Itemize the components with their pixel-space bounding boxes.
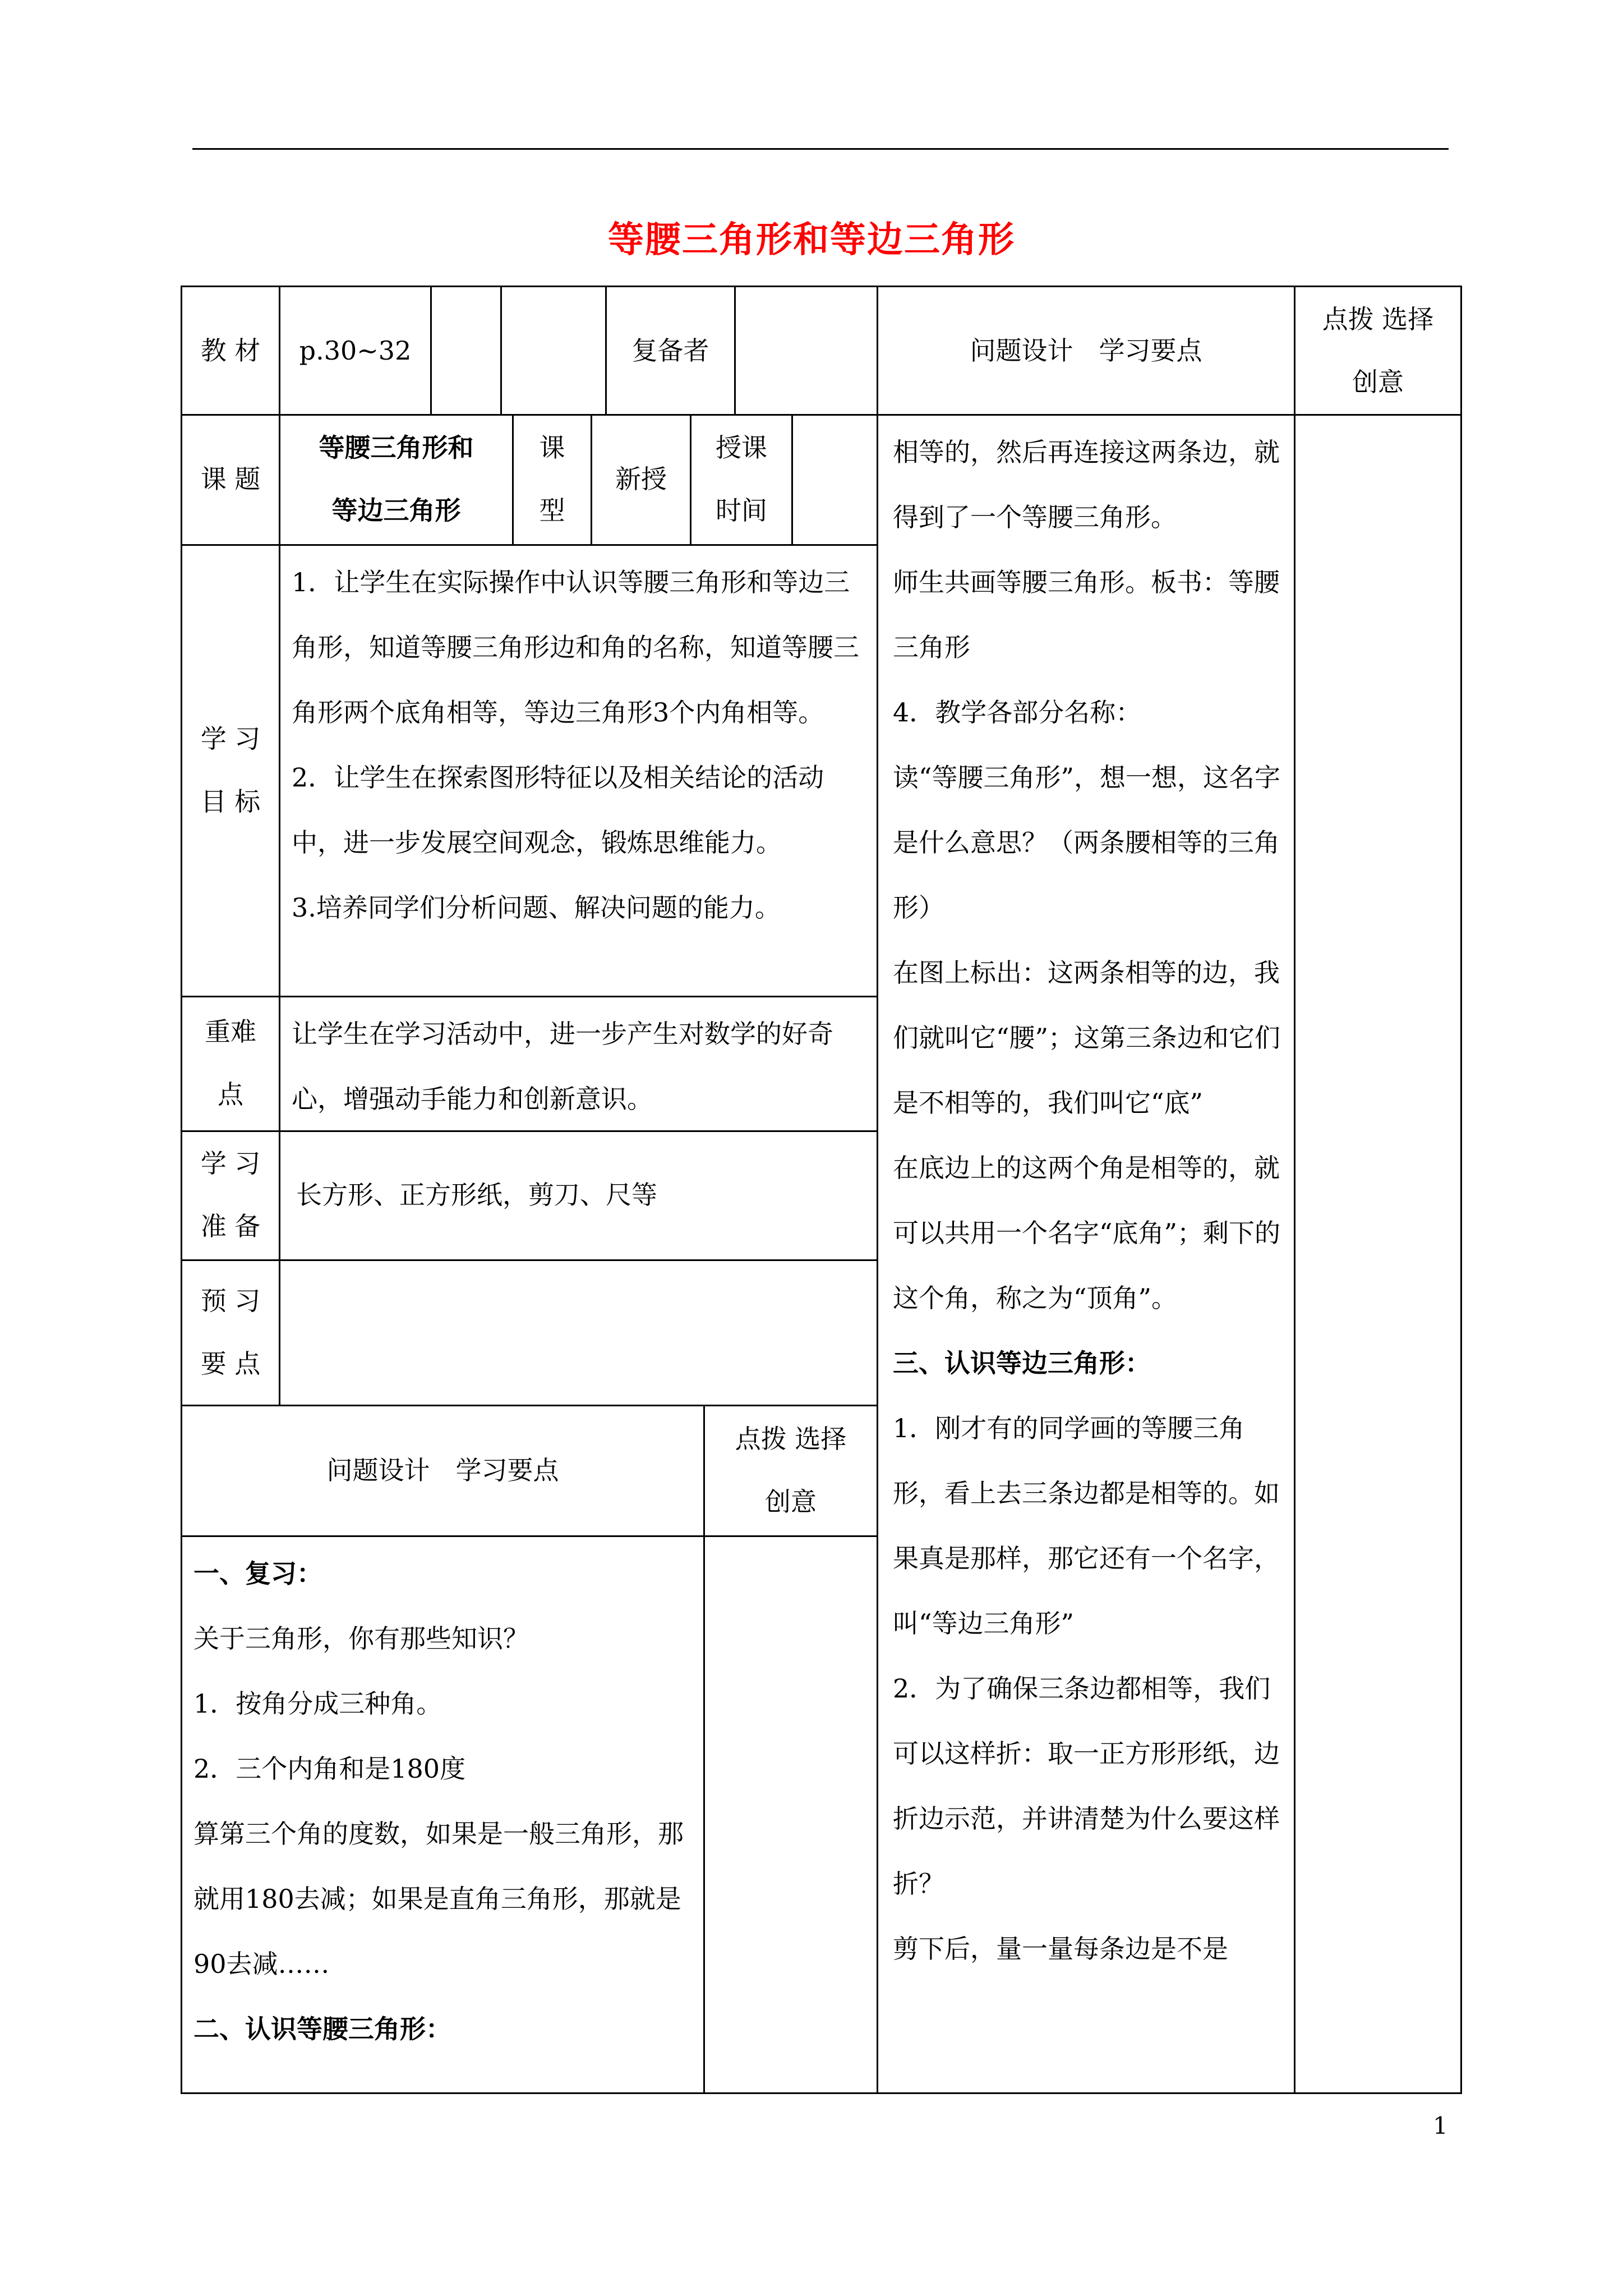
time-label-line-1: 授课 (716, 432, 767, 463)
preview-content-cell (279, 1259, 878, 1406)
reviewer-label-cell (605, 286, 736, 416)
material-label: 教 材 (200, 335, 261, 366)
lower-guidance-header-cell (703, 1405, 878, 1537)
key-points-text: 让学生在学习活动中，进一步产生对数学的好奇心，增强动手能力和创新意识。 (292, 1019, 833, 1114)
review-content-cell (181, 1535, 705, 2094)
right-content-cell (877, 414, 1295, 2094)
right-paragraph-3: 4．教学各部分名称： (893, 697, 1142, 728)
equilateral-heading: 三、认识等边三角形： (893, 1348, 1151, 1378)
guidance-header-cell (1294, 286, 1462, 416)
preparation-label-cell (181, 1130, 280, 1261)
key-points-label-line-1: 重难 (205, 1016, 256, 1047)
design-header: 问题设计 学习要点 (970, 335, 1202, 366)
review-heading: 一、复习： (193, 1558, 322, 1589)
blank-cell-1 (430, 286, 502, 416)
material-label-cell (181, 286, 280, 416)
time-label-cell (690, 414, 793, 546)
lower-design-header-cell (181, 1405, 705, 1537)
topic-value-line-1: 等腰三角形和 (319, 432, 474, 463)
time-value-cell (791, 414, 878, 546)
preview-label-line-1: 预 习 (200, 1285, 261, 1316)
isosceles-heading: 二、认识等腰三角形： (193, 2014, 451, 2044)
review-line-3: 2．三个内角和是180度 (193, 1754, 466, 1784)
objective-item-1: 1．让学生在实际操作中认识等腰三角形和等边三角形，知道等腰三角形边和角的名称，知道等腰三角形两个底角相等，等边三角形3个内角相等。 (292, 567, 859, 728)
topic-label-cell (181, 414, 280, 546)
preparation-label-line-2: 准 备 (200, 1211, 261, 1241)
topic-value-cell (279, 414, 514, 546)
review-line-1: 关于三角形，你有那些知识？ (193, 1623, 529, 1654)
right-guidance-cell (1294, 414, 1462, 2094)
topic-value-line-2: 等边三角形 (331, 495, 461, 526)
type-value: 新授 (615, 464, 667, 494)
lower-guidance-line-2: 创意 (765, 1486, 817, 1517)
right-paragraph-4: 读“等腰三角形”，想一想，这名字是什么意思？（两条腰相等的三角形） (893, 762, 1281, 923)
objectives-label-cell (181, 544, 280, 997)
review-guidance-cell (703, 1535, 878, 2094)
document-title: 等腰三角形和等边三角形 (608, 219, 1015, 261)
review-line-4: 算第三个角的度数，如果是一般三角形，那就用180去减；如果是直角三角形，那就是90去减…… (193, 1819, 684, 1979)
header-rule (192, 148, 1449, 150)
type-label-line-2: 型 (539, 495, 565, 526)
objective-item-2: 2．让学生在探索图形特征以及相关结论的活动中，进一步发展空间观念，锻炼思维能力。 (292, 762, 824, 858)
time-label-line-2: 时间 (716, 495, 767, 526)
blank-cell-2 (500, 286, 607, 416)
review-line-2: 1．按角分成三种角。 (193, 1688, 442, 1719)
objective-item-3: 3.培养同学们分析问题、解决问题的能力。 (292, 892, 781, 923)
design-header-cell (877, 286, 1295, 416)
right-paragraph-9: 剪下后，量一量每条边是不是 (893, 1934, 1228, 1964)
reviewer-label: 复备者 (631, 335, 709, 366)
lower-design-header: 问题设计 学习要点 (326, 1455, 559, 1485)
preview-label-line-2: 要 点 (200, 1348, 261, 1379)
right-paragraph-5: 在图上标出：这两条相等的边，我们就叫它“腰”；这第三条边和它们是不相等的，我们叫它“底” (893, 958, 1281, 1118)
material-value-cell (279, 286, 432, 416)
page-number: 1 (1433, 2112, 1448, 2139)
objectives-label-line-1: 学 习 (200, 723, 261, 754)
objectives-content-cell (279, 544, 878, 997)
guidance-header-line-1: 点拨 选择 (1322, 304, 1434, 334)
preparation-label-line-1: 学 习 (200, 1148, 261, 1179)
right-paragraph-7: 1．刚才有的同学画的等腰三角形，看上去三条边都是相等的。如果真是那样，那它还有一个名字，叫“等边三角形” (893, 1413, 1280, 1639)
type-value-cell (591, 414, 691, 546)
reviewer-value-cell (734, 286, 878, 416)
preparation-text: 长方形、正方形纸，剪刀、尺等 (296, 1180, 657, 1210)
topic-label: 课 题 (200, 464, 261, 494)
right-paragraph-6: 在底边上的这两个角是相等的，就可以共用一个名字“底角”；剩下的这个角，称之为“顶角”。 (893, 1153, 1281, 1313)
objectives-label-line-2: 目 标 (200, 786, 261, 817)
key-points-label-cell (181, 996, 280, 1132)
guidance-header-line-2: 创意 (1352, 367, 1404, 397)
key-points-content-cell (279, 996, 878, 1132)
right-paragraph-8: 2．为了确保三条边都相等，我们可以这样折：取一正方形形纸，边折边示范，并讲清楚为什么要这样折？ (893, 1673, 1280, 1899)
type-label-cell (512, 414, 592, 546)
right-paragraph-1: 相等的，然后再连接这两条边，就得到了一个等腰三角形。 (893, 437, 1280, 532)
material-value: p.30~32 (299, 335, 412, 366)
key-points-label-line-2: 点 (218, 1079, 243, 1110)
preparation-content-cell (279, 1130, 878, 1261)
type-label-line-1: 课 (539, 432, 565, 463)
lower-guidance-line-1: 点拨 选择 (735, 1423, 847, 1454)
preview-label-cell (181, 1259, 280, 1406)
right-paragraph-2: 师生共画等腰三角形。板书：等腰三角形 (893, 567, 1280, 662)
